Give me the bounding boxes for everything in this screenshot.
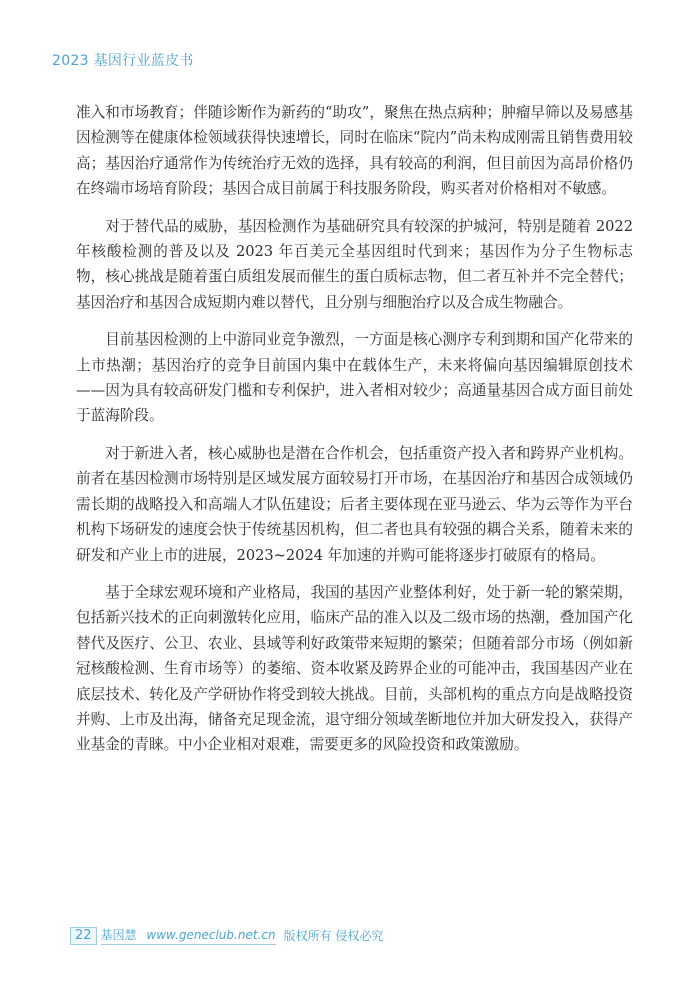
footer-brand [101, 926, 276, 945]
brand-url-link[interactable]: www.geneclub.net.cn [146, 928, 276, 942]
copyright-notice: 版权所有 侵权必究 [283, 929, 384, 943]
paragraph-1: 准入和市场教育；伴随诊断作为新药的“助攻”，聚焦在热点病种；肿瘤早筛以及易感基因检测等在健康体检领域获得快速增长，同时在临床“院内”尚未构成刚需且销售费用较高；基因治疗通常作为传统治疗无效的选择，具有较高的利润，但目前因为高昂价格仍在终端市场培育阶段；基因合成目前属于科技服务阶段，购买者对价格相对不敏感。 [76, 104, 633, 198]
paragraph-4: 对于新进入者，核心威胁也是潜在合作机会，包括重资产投入者和跨界产业机构。前者在基因检测市场特别是区域发展方面较易打开市场，在基因治疗和基因合成领域仍需长期的战略投入和高端人才队伍建设；后者主要体现在亚马逊云、华为云等作为平台机构下场研发的速度会快于传统基因机构，但二者也具有较强的耦合关系，随着未来的研发和产业上市的进展，2023~2024 年加速的并购可能将逐步打破原有的格局。 [76, 444, 633, 564]
paragraph-5: 基于全球宏观环境和产业格局，我国的基因产业整体利好，处于新一轮的繁荣期，包括新兴技术的正向刺激转化应用，临床产品的准入以及二级市场的热潮，叠加国产化替代及医疗、公卫、农业、县域等利好政策带来短期的繁荣；但随着部分市场（例如新冠核酸检测、生育市场等）的萎缩、资本收紧及跨界企业的可能冲击，我国基因产业在底层技术、转化及产学研协作将受到较大挑战。目前，头部机构的重点方向是战略投资并购、上市及出海，储备充足现金流，退守细分领域垄断地位并加大研发投入，获得产业基金的青睐。中小企业相对艰难，需要更多的风险投资和政策激励。 [76, 583, 633, 754]
page-footer [70, 926, 383, 945]
body-text [76, 100, 633, 770]
page-number: 22 [70, 927, 97, 945]
brand-name: 基因慧 [100, 928, 137, 942]
running-header: 2023 基因行业蓝皮书 [52, 53, 194, 69]
paragraph-2: 对于替代品的威胁，基因检测作为基础研究具有较深的护城河，特别是随着 2022 年核酸检测的普及以及 2023 年百美元全基因组时代到来；基因作为分子生物标志物，核心挑战是随着蛋白质组发展而催生的蛋白质标志物，但二者互补并不完全替代；基因治疗和基因合成短期内难以替代，且分别与细胞治疗以及合成生物融合。 [76, 217, 633, 311]
paragraph-3: 目前基因检测的上中游同业竞争激烈，一方面是核心测序专利到期和国产化带来的上市热潮；基因治疗的竞争目前国内集中在载体生产，未来将偏向基因编辑原创技术——因为具有较高研发门槛和专利保护，进入者相对较少；高通量基因合成方面目前处于蓝海阶段。 [76, 331, 633, 425]
